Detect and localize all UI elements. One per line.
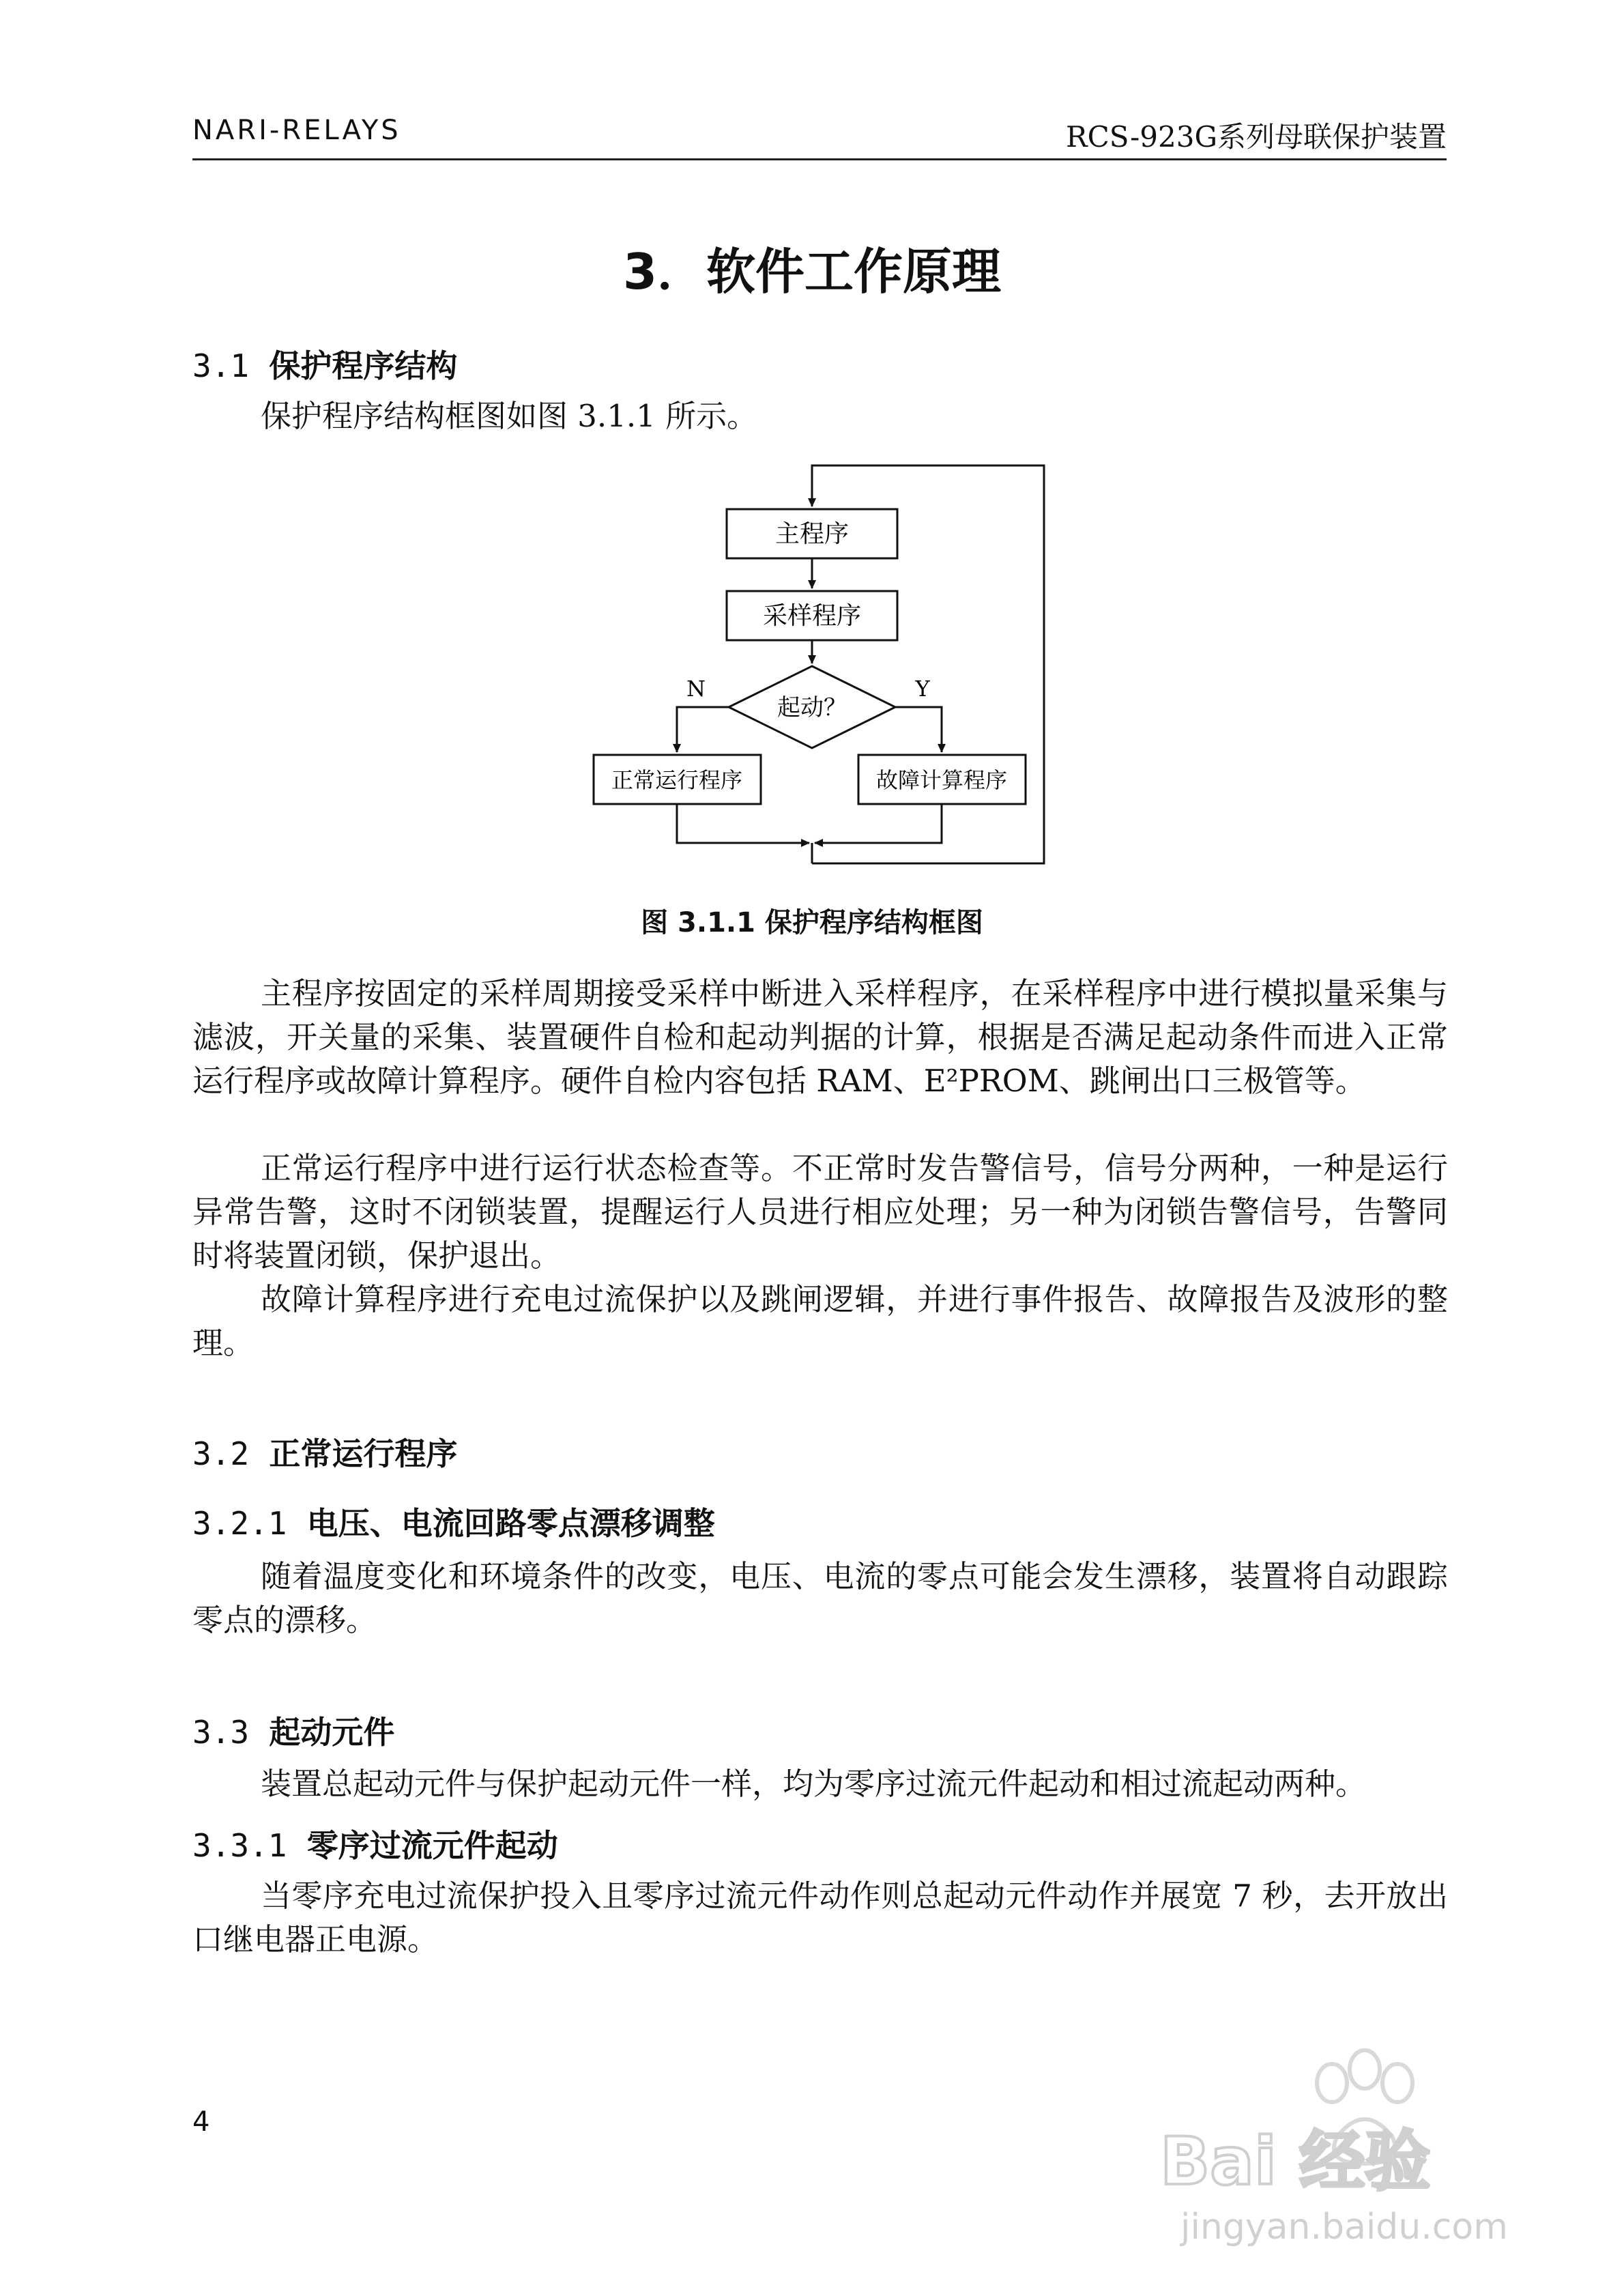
- yes-label: Y: [915, 676, 930, 702]
- section-number: 3.2: [192, 1435, 250, 1472]
- section-3-3-1-heading: [192, 1821, 558, 1866]
- fault-merge-line: [815, 804, 942, 843]
- section-3-3-heading: [192, 1708, 394, 1753]
- page-number: 4: [192, 2106, 210, 2138]
- section-3-2-1-body: 随着温度变化和环境条件的改变，电压、电流的零点可能会发生漂移，装置将自动跟踪零点的漂移。: [192, 1558, 1448, 1638]
- no-branch-line: [677, 707, 729, 752]
- start-decision-label: 起动？: [777, 694, 847, 721]
- normal-merge-line: [677, 804, 809, 843]
- paragraph-fault-program: 故障计算程序进行充电过流保护以及跳闸逻辑，并进行事件报告、故障报告及波形的整理。: [192, 1281, 1448, 1361]
- paragraph-normal-program: 正常运行程序中进行运行状态检查等。不正常时发告警信号，信号分两种，一种是运行异常告警，这时不闭锁装置，提醒运行人员进行相应处理；另一种为闭锁告警信号，告警同时将装置闭锁，保护退出。: [192, 1150, 1448, 1274]
- header-rule: [192, 158, 1447, 160]
- section-title: 正常运行程序: [269, 1435, 458, 1472]
- page-title: 3．软件工作原理: [622, 243, 1002, 300]
- paragraph-main-program: 主程序按固定的采样周期接受采样中断进入采样程序，在采样程序中进行模拟量采集与滤波，开关量的采集、装置硬件自检和起动判据的计算，根据是否满足起动条件而进入正常运行程序或故障计算程序。硬件自检内容包括 RAM、E²PROM、跳闸出口三极管等。: [192, 975, 1448, 1099]
- figure-caption: 图 3.1.1 保护程序结构框图: [641, 907, 983, 938]
- baidu-jingyan-watermark: [1133, 2034, 1556, 2259]
- section-3-3-body: 装置总起动元件与保护起动元件一样，均为零序过流元件起动和相过流起动两种。: [261, 1766, 1367, 1802]
- normal-program-label: 正常运行程序: [611, 767, 743, 793]
- section-3-2-1-heading: [192, 1499, 715, 1544]
- section-number: 3.3: [192, 1714, 250, 1751]
- section-number: 3.1: [192, 347, 250, 384]
- section-title: 起动元件: [269, 1714, 395, 1751]
- main-program-label: 主程序: [774, 520, 850, 548]
- watermark-brand: Bai 经验: [1160, 2123, 1431, 2200]
- yes-branch-line: [895, 707, 942, 752]
- section-title: 保护程序结构: [269, 347, 458, 384]
- header-left-brand: NARI-RELAYS: [192, 115, 401, 146]
- program-structure-flowchart: [587, 457, 1064, 887]
- no-label: N: [686, 676, 706, 702]
- section-3-3-1-body: 当零序充电过流保护投入且零序过流元件动作则总起动元件动作并展宽 7 秒，去开放出口继电器正电源。: [192, 1878, 1448, 1957]
- section-title: 电压、电流回路零点漂移调整: [306, 1505, 715, 1542]
- sampling-program-label: 采样程序: [762, 602, 862, 630]
- watermark-url: jingyan.baidu.com: [1180, 2207, 1508, 2248]
- section-title: 零序过流元件起动: [306, 1827, 558, 1864]
- section-3-2-heading: [192, 1429, 457, 1474]
- fault-program-label: 故障计算程序: [875, 767, 1008, 793]
- header-right-title: RCS-923G系列母联保护装置: [1066, 120, 1447, 154]
- section-number: 3.2.1: [192, 1505, 287, 1542]
- section-number: 3.3.1: [192, 1827, 287, 1864]
- section-3-1-heading: [192, 341, 457, 386]
- section-3-1-intro: 保护程序结构框图如图 3.1.1 所示。: [261, 398, 758, 434]
